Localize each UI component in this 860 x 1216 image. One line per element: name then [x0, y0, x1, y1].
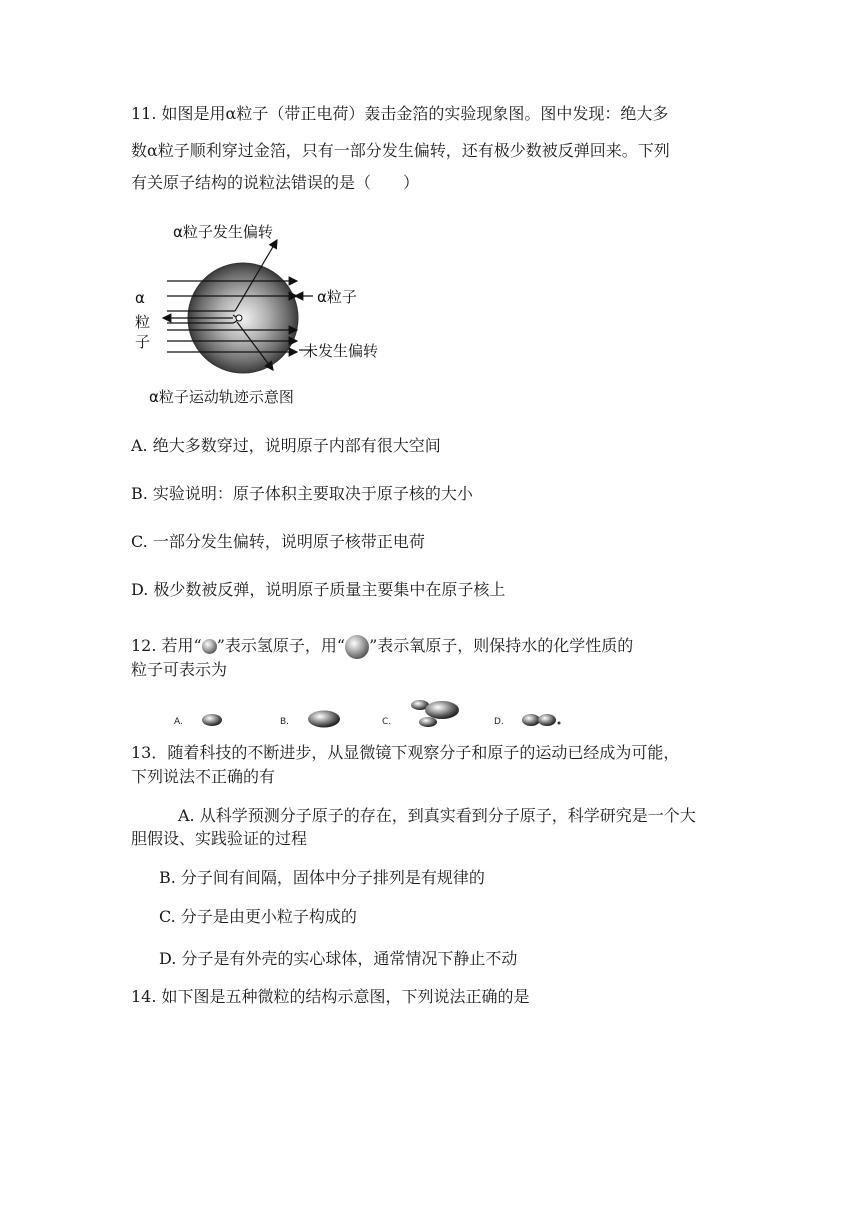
- q11-option-b: B. 实验说明：原子体积主要取决于原子核的大小: [131, 484, 473, 503]
- q13-option-b: B. 分子间有间隔，固体中分子排列是有规律的: [159, 868, 485, 887]
- q12-text-line2: 粒子可表示为: [131, 660, 228, 679]
- q11-text-line3: 有关原子结构的说粒法错误的是（ ）: [131, 173, 420, 192]
- q13-option-a-line1: A. 从科学预测分子原子的存在，到真实看到分子原子，科学研究是一个大: [178, 806, 696, 825]
- q12-option-b-molecule-icon: [308, 711, 340, 728]
- q13-text-line1: 13．随着科技的不断进步，从显微镜下观察分子和原子的运动已经成为可能，: [131, 743, 680, 762]
- q12-option-a-molecule-icon: [202, 714, 222, 726]
- q13-option-d: D. 分子是有外壳的实心球体，通常情况下静止不动: [159, 949, 518, 968]
- nucleus: [236, 315, 242, 321]
- q11-text-line1: 11. 如图是用α粒子（带正电荷）轰击金箔的实验现象图。图中发现：绝大多: [131, 104, 669, 123]
- diagram-caption: α粒子运动轨迹示意图: [149, 388, 294, 406]
- q12-option-c-label: C.: [382, 717, 392, 727]
- q12-text-line1: [131, 634, 633, 659]
- q13-text-line2: 下列说法不正确的有: [131, 767, 276, 786]
- q12-options-figure: [170, 697, 570, 733]
- label-alpha-right: α粒子: [317, 288, 357, 306]
- q12-text-part2: ”表示氢原子，用“: [216, 636, 346, 655]
- q11-option-c: C. 一部分发生偏转，说明原子核带正电荷: [131, 532, 425, 551]
- oxygen-atom-icon: [345, 635, 369, 659]
- q12-option-c-molecule-icon: [411, 700, 459, 727]
- label-alpha-left-1: α: [135, 289, 145, 307]
- q11-text-line2: 数α粒子顺利穿过金箔，只有一部分发生偏转，还有极少数被反弹回来。下列: [131, 141, 670, 160]
- alpha-scattering-diagram: [125, 210, 395, 415]
- q12-option-d-label: D.: [494, 717, 504, 727]
- q12-option-a-label: A.: [174, 717, 183, 727]
- label-alpha-left-2: 粒: [135, 313, 151, 331]
- q14-text-line1: 14. 如下图是五种微粒的结构示意图，下列说法正确的是: [131, 987, 530, 1006]
- q12-text-part1: 12. 若用“: [131, 636, 202, 655]
- q12-option-d-molecule-icon: [522, 714, 561, 726]
- q11-option-d: D. 极少数被反弹，说明原子质量主要集中在原子核上: [131, 580, 506, 599]
- q13-option-a-line2: 胆假设、实践验证的过程: [131, 829, 308, 848]
- label-alpha-left-3: 子: [135, 333, 151, 351]
- hydrogen-atom-icon: [202, 639, 217, 654]
- label-deflected: α粒子发生偏转: [173, 223, 273, 241]
- q11-option-a: A. 绝大多数穿过，说明原子内部有很大空间: [131, 436, 441, 455]
- q12-text-part3: ”表示氧原子，则保持水的化学性质的: [369, 636, 634, 655]
- q13-option-c: C. 分子是由更小粒子构成的: [159, 907, 357, 926]
- q12-option-b-label: B.: [280, 717, 290, 727]
- label-not-deflected: 未发生偏转: [303, 342, 379, 360]
